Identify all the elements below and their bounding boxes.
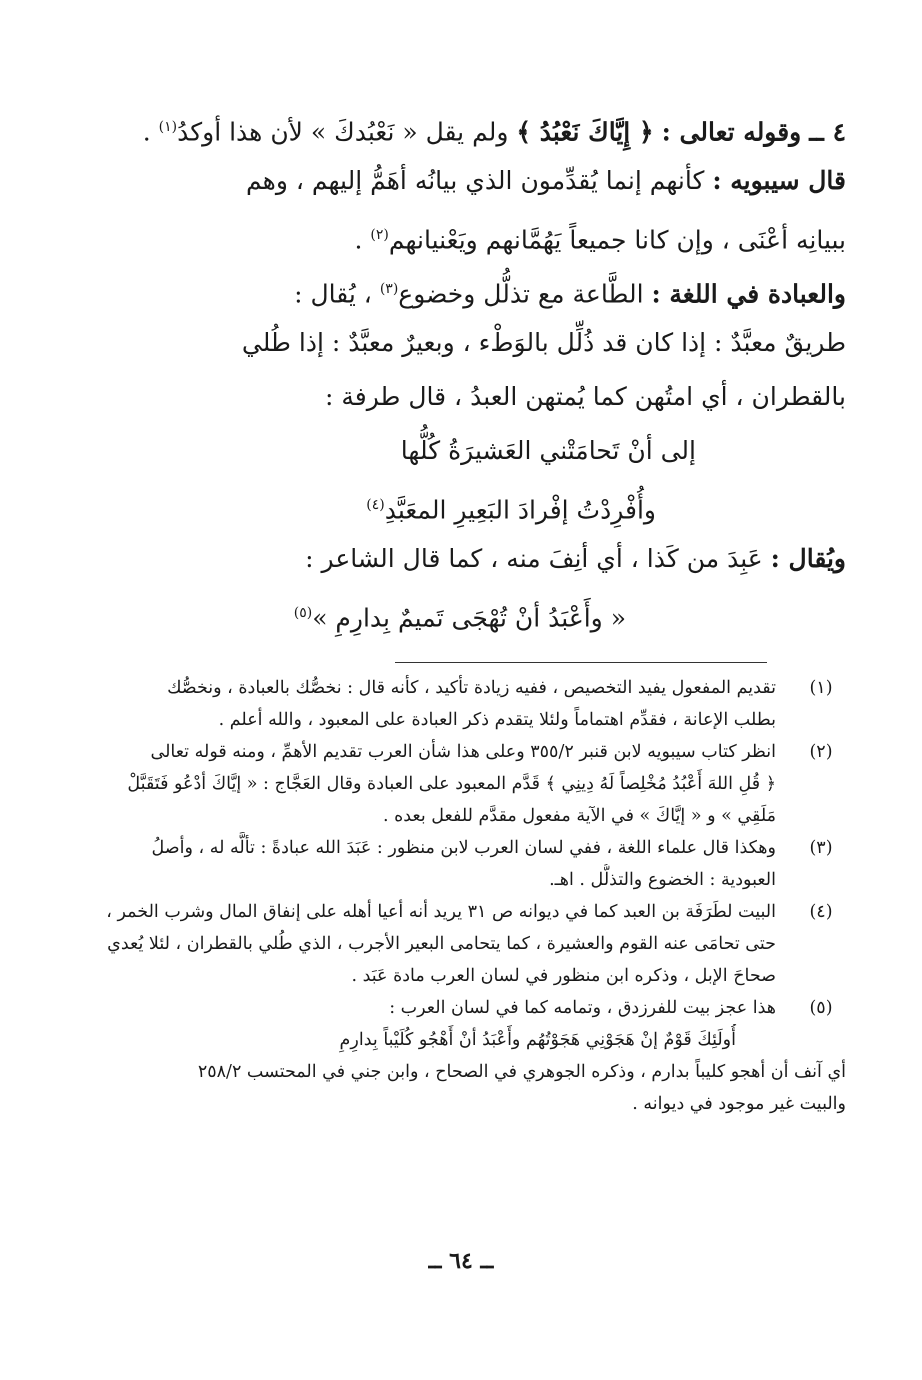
main-line-5	[76, 316, 846, 370]
main-text-span: ولم يقل « نَعْبُدكَ » لأن هذا أوكدُ	[177, 117, 509, 147]
main-text	[76, 100, 846, 640]
main-text-span: ، يُقال :	[294, 279, 372, 309]
footnote-line: وهكذا قال علماء اللغة ، ففي لسان العرب لابن منظور : عَبَدَ الله عبادةً : تألَّه له ، وأصلُ	[151, 838, 776, 858]
footnote-line: العبودية : الخضوع والتذلُّل . اهـ.	[549, 870, 776, 890]
quran-quote: ﴿ إِيَّاكَ نَعْبُدُ ﴾	[516, 117, 654, 147]
main-line-4	[76, 262, 846, 316]
footnote-line: مَلَقِي » و « إيَّاكَ » في الآية مفعول مقدَّم للفعل بعده .	[382, 806, 776, 826]
heading-ibada: والعبادة في اللغة :	[651, 279, 846, 309]
footnote-number: (٣)	[809, 838, 833, 858]
verse-line-1	[76, 424, 846, 478]
page-number: ــ ٦٤ ــ	[428, 1248, 494, 1274]
footnote-3	[76, 832, 846, 896]
footnote-number: (٤)	[809, 902, 833, 922]
footnote-ref-4[interactable]: (٤)	[366, 497, 385, 513]
verse-text: إلى أنْ تَحامَتْني العَشيرَةُ كُلُّها	[400, 436, 696, 465]
footnote-number: (١)	[809, 678, 833, 698]
main-line-6	[76, 370, 846, 424]
footnote-ref-2[interactable]: (٢)	[370, 227, 389, 243]
main-line-1	[76, 100, 846, 154]
main-text-span: بالقطران ، أي امتُهن كما يُمتهن العبدُ ، قال طرفة :	[325, 382, 846, 411]
footnote-ref-1[interactable]: (١)	[158, 119, 178, 135]
verse-text: « وأَعْبَدُ أنْ تُهْجَى تَميمٌ بِدارِمِ »	[312, 603, 626, 633]
footnote-2	[76, 736, 846, 832]
footnote-line: تقديم المفعول يفيد التخصيص ، ففيه زيادة تأكيد ، كأنه قال : نخصُّك بالعبادة ، ونخصُّك	[167, 678, 776, 698]
footnote-ref-3[interactable]: (٣)	[379, 281, 399, 297]
verse-text: وأُفْرِدْتُ إفْرادَ البَعِيرِ المعَبَّدِ	[384, 495, 656, 525]
footnote-1	[76, 672, 846, 736]
footnotes	[76, 672, 846, 1120]
footnote-ref-5[interactable]: (٥)	[293, 605, 313, 621]
heading-sibawayh: قال سيبويه :	[712, 166, 846, 195]
main-line-3	[76, 208, 846, 262]
punctuation: .	[354, 225, 363, 255]
footnote-line: ﴿ قُلِ اللهَ أَعْبُدُ مُخْلِصاً لَهُ دِينِي ﴾ قَدَّم المعبود على العبادة وقال العَجَّاج : « إيَّاكَ أدْعُو فَتَقَبَّلْ	[127, 774, 776, 794]
main-line-2	[76, 154, 846, 208]
footnote-line: أي آنف أن أهجو كليباً بدارم ، وذكره الجوهري في الصحاح ، وابن جني في المحتسب ٢٥٨/٢	[197, 1062, 846, 1082]
footnote-line: صحاحَ الإبل ، وذكره ابن منظور في لسان العرب مادة عَبَد .	[351, 966, 776, 986]
main-text-span: طريقٌ معبَّدٌ : إذا كان قد ذُلِّل بالوَطْء ، وبعيرٌ معبَّدٌ : إذا طُلي	[241, 328, 846, 357]
main-line-7	[76, 532, 846, 586]
verse-line-3	[76, 586, 846, 640]
footnote-line: والبيت غير موجود في ديوانه .	[632, 1094, 846, 1114]
main-text-span: ببيانِه أعْنَى ، وإن كانا جميعاً يَهُمَّانهم ويَعْنيانهم	[388, 225, 846, 255]
footnote-number: (٢)	[809, 742, 833, 762]
verse-line-2	[76, 478, 846, 532]
footnote-5	[76, 992, 846, 1056]
footnote-line: البيت لطَرَفَة بن العبد كما في ديوانه ص ٣١ يريد أنه أعيا أهله على إنفاق المال وشرب الخمر ،	[106, 902, 776, 922]
footnote-line: حتى تحامَى عنه القوم والعشيرة ، كما يتحامى البعير الأجرب ، الذي طُلي بالقطران ، لئلا يُعدي	[107, 934, 776, 954]
heading-yuqal: ويُقال :	[770, 544, 846, 573]
main-text-span: كأنهم إنما يُقدِّمون الذي بيانُه أهَمُّ إليهم ، وهم	[246, 166, 705, 195]
footnote-line: هذا عجز بيت للفرزدق ، وتمامه كما في لسان العرب :	[389, 998, 776, 1018]
main-text-span: عَبِدَ من كَذا ، أي أنِفَ منه ، كما قال الشاعر :	[305, 544, 763, 573]
footnote-line: انظر كتاب سيبويه لابن قنبر ٣٥٥/٢ وعلى هذا شأن العرب تقديم الأهمِّ ، ومنه قوله تعالى	[150, 742, 776, 762]
main-text-span: الطَّاعة مع تذلُّل وخضوع	[398, 279, 644, 309]
footnote-verse: أُولَئِكَ قَوْمٌ إنْ هَجَوْنِي هَجَوْتُهُم وأَعْبَدُ أنْ أَهْجُو كُلَيْباً بِدارِمِ	[339, 1030, 736, 1050]
footnote-separator	[395, 662, 767, 663]
footnote-number: (٥)	[809, 998, 833, 1018]
footnote-4	[76, 896, 846, 992]
heading-qawluhu: وقوله تعالى :	[661, 117, 802, 147]
item-number: ٤ ــ	[809, 117, 846, 147]
footnote-line: بطلب الإعانة ، فقدِّم اهتماماً ولئلا يتقدم ذكر العبادة على المعبود ، والله أعلم .	[218, 710, 776, 730]
punctuation: .	[142, 117, 151, 147]
